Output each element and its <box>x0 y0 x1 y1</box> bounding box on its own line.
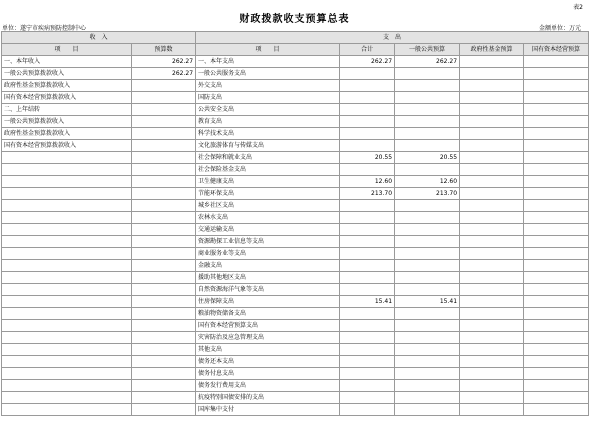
table-row <box>2 284 589 296</box>
gov-fund-cell <box>460 68 524 80</box>
gov-fund-cell <box>460 200 524 212</box>
total-cell <box>340 272 395 284</box>
gov-fund-cell <box>460 284 524 296</box>
income-amount-header: 预算数 <box>132 44 196 56</box>
state-capital-cell <box>524 116 589 128</box>
expense-item-cell: 灾害防治及应急管理支出 <box>196 332 340 344</box>
total-cell: 213.70 <box>340 188 395 200</box>
state-capital-cell <box>524 320 589 332</box>
total-cell <box>340 164 395 176</box>
table-row <box>2 176 589 188</box>
income-item-cell <box>2 392 132 404</box>
total-cell <box>340 212 395 224</box>
table-row <box>2 80 589 92</box>
income-amount-cell <box>132 164 196 176</box>
general-budget-cell <box>395 164 460 176</box>
state-capital-cell <box>524 392 589 404</box>
general-budget-cell <box>395 260 460 272</box>
expense-item-cell: 外交支出 <box>196 80 340 92</box>
income-amount-cell <box>132 344 196 356</box>
total-cell <box>340 80 395 92</box>
total-cell <box>340 332 395 344</box>
expense-item-cell: 援助其他地区支出 <box>196 272 340 284</box>
gov-fund-cell <box>460 176 524 188</box>
total-cell <box>340 368 395 380</box>
table-row <box>2 128 589 140</box>
gov-fund-cell <box>460 272 524 284</box>
income-item-cell <box>2 344 132 356</box>
table-row <box>2 68 589 80</box>
table-row <box>2 56 589 68</box>
income-item-cell: 国有资本经营预算拨款收入 <box>2 140 132 152</box>
general-budget-cell <box>395 68 460 80</box>
income-item-cell: 政府性基金预算拨款收入 <box>2 80 132 92</box>
total-cell <box>340 344 395 356</box>
table-row <box>2 356 589 368</box>
general-budget-cell <box>395 212 460 224</box>
total-cell: 20.55 <box>340 152 395 164</box>
income-amount-cell <box>132 272 196 284</box>
total-cell <box>340 404 395 416</box>
state-capital-cell <box>524 128 589 140</box>
state-capital-cell <box>524 236 589 248</box>
general-budget-cell <box>395 116 460 128</box>
total-cell <box>340 116 395 128</box>
table-row <box>2 140 589 152</box>
income-amount-cell: 262.27 <box>132 56 196 68</box>
total-cell: 15.41 <box>340 296 395 308</box>
income-amount-cell <box>132 104 196 116</box>
general-budget-cell: 262.27 <box>395 56 460 68</box>
general-budget-cell <box>395 332 460 344</box>
table-row <box>2 380 589 392</box>
table-row <box>2 116 589 128</box>
gov-fund-cell <box>460 320 524 332</box>
state-capital-cell <box>524 272 589 284</box>
table-row <box>2 212 589 224</box>
general-budget-cell <box>395 104 460 116</box>
table-row <box>2 308 589 320</box>
state-capital-cell <box>524 212 589 224</box>
income-item-cell <box>2 188 132 200</box>
income-amount-cell <box>132 404 196 416</box>
state-capital-cell <box>524 164 589 176</box>
expense-item-cell: 粮油物资储备支出 <box>196 308 340 320</box>
expense-item-cell: 一般公共服务支出 <box>196 68 340 80</box>
gov-fund-cell <box>460 164 524 176</box>
income-item-cell <box>2 212 132 224</box>
state-capital-cell <box>524 104 589 116</box>
state-capital-cell <box>524 344 589 356</box>
income-amount-cell <box>132 248 196 260</box>
expense-item-cell: 卫生健康支出 <box>196 176 340 188</box>
income-amount-cell <box>132 308 196 320</box>
total-cell <box>340 224 395 236</box>
expense-item-cell: 文化旅游体育与传媒支出 <box>196 140 340 152</box>
income-amount-cell <box>132 284 196 296</box>
general-budget-cell <box>395 392 460 404</box>
state-capital-cell <box>524 80 589 92</box>
income-item-cell <box>2 356 132 368</box>
income-group-header: 收 入 <box>2 32 196 44</box>
income-item-cell: 国有资本经营预算拨款收入 <box>2 92 132 104</box>
general-budget-cell <box>395 404 460 416</box>
income-amount-cell <box>132 236 196 248</box>
total-cell <box>340 248 395 260</box>
expense-item-cell: 教育支出 <box>196 116 340 128</box>
income-item-cell: 一、本年收入 <box>2 56 132 68</box>
gov-fund-header: 政府性基金预算 <box>460 44 524 56</box>
table-row <box>2 296 589 308</box>
general-budget-cell: 20.55 <box>395 152 460 164</box>
expense-item-cell: 其他支出 <box>196 344 340 356</box>
gov-fund-cell <box>460 116 524 128</box>
general-budget-cell <box>395 308 460 320</box>
general-budget-cell <box>395 80 460 92</box>
total-cell <box>340 260 395 272</box>
gov-fund-cell <box>460 212 524 224</box>
state-capital-cell <box>524 176 589 188</box>
income-amount-cell <box>132 212 196 224</box>
table-row <box>2 332 589 344</box>
total-cell <box>340 356 395 368</box>
table-body <box>2 56 589 416</box>
income-amount-cell <box>132 200 196 212</box>
general-budget-cell <box>395 380 460 392</box>
income-item-cell <box>2 260 132 272</box>
table-row <box>2 260 589 272</box>
table-row <box>2 200 589 212</box>
income-item-cell <box>2 224 132 236</box>
income-amount-cell <box>132 140 196 152</box>
income-item-cell <box>2 404 132 416</box>
gov-fund-cell <box>460 80 524 92</box>
table-row <box>2 188 589 200</box>
general-budget-cell <box>395 272 460 284</box>
gov-fund-cell <box>460 332 524 344</box>
total-cell <box>340 92 395 104</box>
amount-unit-label: 金额单位：万元 <box>538 25 581 32</box>
income-item-cell <box>2 284 132 296</box>
expense-group-header: 支 出 <box>196 32 589 44</box>
state-capital-cell <box>524 200 589 212</box>
total-cell <box>340 236 395 248</box>
total-header: 合计 <box>340 44 395 56</box>
total-cell <box>340 380 395 392</box>
total-cell <box>340 68 395 80</box>
income-item-cell <box>2 248 132 260</box>
income-amount-cell <box>132 380 196 392</box>
state-capital-cell <box>524 332 589 344</box>
state-capital-cell <box>524 404 589 416</box>
income-amount-cell <box>132 296 196 308</box>
general-budget-cell <box>395 224 460 236</box>
income-amount-cell <box>132 368 196 380</box>
income-item-cell <box>2 380 132 392</box>
general-budget-cell <box>395 140 460 152</box>
gov-fund-cell <box>460 152 524 164</box>
income-item-cell: 政府性基金预算拨款收入 <box>2 128 132 140</box>
state-capital-cell <box>524 296 589 308</box>
income-item-cell <box>2 296 132 308</box>
expense-item-cell: 资源勘探工业信息等支出 <box>196 236 340 248</box>
general-budget-cell <box>395 92 460 104</box>
expense-item-cell: 节能环保支出 <box>196 188 340 200</box>
gov-fund-cell <box>460 404 524 416</box>
expense-item-cell: 国有资本经营预算支出 <box>196 320 340 332</box>
state-capital-cell <box>524 368 589 380</box>
expense-item-cell: 城乡社区支出 <box>196 200 340 212</box>
gov-fund-cell <box>460 92 524 104</box>
table-row <box>2 92 589 104</box>
expense-item-cell: 债务付息支出 <box>196 368 340 380</box>
expense-item-cell: 国库集中支付 <box>196 404 340 416</box>
gov-fund-cell <box>460 236 524 248</box>
gov-fund-cell <box>460 356 524 368</box>
general-budget-cell <box>395 236 460 248</box>
state-capital-cell <box>524 380 589 392</box>
income-item-cell <box>2 152 132 164</box>
gov-fund-cell <box>460 380 524 392</box>
expense-item-cell: 自然资源海洋气象等支出 <box>196 284 340 296</box>
income-item-cell <box>2 176 132 188</box>
income-amount-cell <box>132 80 196 92</box>
state-capital-cell <box>524 188 589 200</box>
table-row <box>2 248 589 260</box>
state-capital-header: 国有资本经营预算 <box>524 44 589 56</box>
table-row <box>2 272 589 284</box>
gov-fund-cell <box>460 392 524 404</box>
gov-fund-cell <box>460 188 524 200</box>
gov-fund-cell <box>460 296 524 308</box>
expense-item-cell: 债务发行费用支出 <box>196 380 340 392</box>
expense-item-cell: 交通运输支出 <box>196 224 340 236</box>
gov-fund-cell <box>460 56 524 68</box>
income-amount-cell <box>132 128 196 140</box>
expense-item-cell: 农林水支出 <box>196 212 340 224</box>
table-row <box>2 392 589 404</box>
general-budget-cell <box>395 356 460 368</box>
state-capital-cell <box>524 248 589 260</box>
gov-fund-cell <box>460 344 524 356</box>
expense-item-cell: 住房保障支出 <box>196 296 340 308</box>
expense-item-cell: 公共安全支出 <box>196 104 340 116</box>
income-item-cell <box>2 164 132 176</box>
expense-item-cell: 商业服务业等支出 <box>196 248 340 260</box>
general-budget-cell <box>395 344 460 356</box>
income-amount-cell <box>132 152 196 164</box>
expense-item-cell: 一、本年支出 <box>196 56 340 68</box>
income-amount-cell <box>132 260 196 272</box>
gov-fund-cell <box>460 128 524 140</box>
expense-item-cell: 社会保障和就业支出 <box>196 152 340 164</box>
income-item-cell <box>2 332 132 344</box>
state-capital-cell <box>524 260 589 272</box>
general-budget-cell <box>395 200 460 212</box>
total-cell <box>340 320 395 332</box>
expense-item-cell: 社会保险基金支出 <box>196 164 340 176</box>
general-budget-cell: 12.60 <box>395 176 460 188</box>
general-budget-header: 一般公共预算 <box>395 44 460 56</box>
income-item-header: 项 目 <box>2 44 132 56</box>
table-row <box>2 320 589 332</box>
total-cell <box>340 104 395 116</box>
income-item-cell: 二、上年结转 <box>2 104 132 116</box>
table-row <box>2 368 589 380</box>
state-capital-cell <box>524 68 589 80</box>
expense-item-cell: 金融支出 <box>196 260 340 272</box>
income-amount-cell <box>132 92 196 104</box>
income-amount-cell <box>132 176 196 188</box>
general-budget-cell: 15.41 <box>395 296 460 308</box>
income-item-cell: 一般公共预算拨款收入 <box>2 116 132 128</box>
page-title: 财政拨款收支预算总表 <box>239 14 350 25</box>
general-budget-cell: 213.70 <box>395 188 460 200</box>
total-cell <box>340 308 395 320</box>
state-capital-cell <box>524 140 589 152</box>
gov-fund-cell <box>460 248 524 260</box>
table-row <box>2 344 589 356</box>
state-capital-cell <box>524 356 589 368</box>
income-amount-cell: 262.27 <box>132 68 196 80</box>
total-cell <box>340 128 395 140</box>
expense-item-cell: 抗疫特别国债安排的支出 <box>196 392 340 404</box>
income-item-cell <box>2 200 132 212</box>
income-item-cell <box>2 368 132 380</box>
gov-fund-cell <box>460 308 524 320</box>
budget-summary-table <box>1 31 589 416</box>
unit-label: 单位：遂宁市疾病预防控制中心 <box>2 25 87 32</box>
expense-item-cell: 科学技术支出 <box>196 128 340 140</box>
gov-fund-cell <box>460 368 524 380</box>
general-budget-cell <box>395 284 460 296</box>
expense-item-cell: 国防支出 <box>196 92 340 104</box>
table-row <box>2 224 589 236</box>
income-amount-cell <box>132 392 196 404</box>
income-amount-cell <box>132 356 196 368</box>
income-item-cell <box>2 320 132 332</box>
expense-item-cell: 债务还本支出 <box>196 356 340 368</box>
table-row <box>2 104 589 116</box>
total-cell <box>340 284 395 296</box>
gov-fund-cell <box>460 260 524 272</box>
income-amount-cell <box>132 332 196 344</box>
table-number-label: 表2 <box>573 4 583 11</box>
income-item-cell: 一般公共预算拨款收入 <box>2 68 132 80</box>
income-amount-cell <box>132 320 196 332</box>
state-capital-cell <box>524 308 589 320</box>
table-row <box>2 236 589 248</box>
table-row <box>2 164 589 176</box>
general-budget-cell <box>395 248 460 260</box>
state-capital-cell <box>524 92 589 104</box>
total-cell: 262.27 <box>340 56 395 68</box>
income-item-cell <box>2 308 132 320</box>
table-row <box>2 152 589 164</box>
table-row <box>2 404 589 416</box>
income-amount-cell <box>132 224 196 236</box>
gov-fund-cell <box>460 104 524 116</box>
general-budget-cell <box>395 128 460 140</box>
income-item-cell <box>2 272 132 284</box>
state-capital-cell <box>524 284 589 296</box>
state-capital-cell <box>524 224 589 236</box>
general-budget-cell <box>395 368 460 380</box>
gov-fund-cell <box>460 224 524 236</box>
total-cell <box>340 140 395 152</box>
income-amount-cell <box>132 188 196 200</box>
income-amount-cell <box>132 116 196 128</box>
expense-item-header: 项 目 <box>196 44 340 56</box>
gov-fund-cell <box>460 140 524 152</box>
total-cell: 12.60 <box>340 176 395 188</box>
general-budget-cell <box>395 320 460 332</box>
income-item-cell <box>2 236 132 248</box>
total-cell <box>340 200 395 212</box>
state-capital-cell <box>524 56 589 68</box>
state-capital-cell <box>524 152 589 164</box>
total-cell <box>340 392 395 404</box>
